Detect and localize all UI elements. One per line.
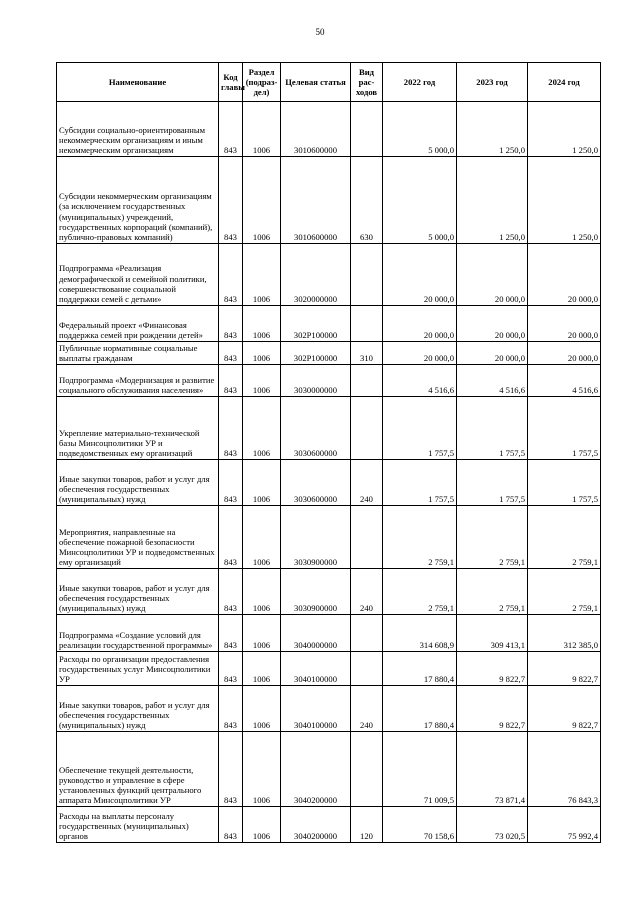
row-tselevaya: 3040100000 — [281, 686, 351, 732]
row-kod: 843 — [219, 244, 243, 306]
row-kod: 843 — [219, 807, 243, 843]
table-row — [57, 686, 601, 732]
row-name: Иные закупки товаров, работ и услуг для обеспечения государственных (муниципальных) нужд — [57, 569, 219, 615]
header-kod: Код главы — [219, 63, 243, 102]
row-kod: 843 — [219, 569, 243, 615]
row-2023: 9 822,7 — [457, 686, 528, 732]
row-razdel: 1006 — [243, 157, 281, 244]
row-tselevaya: 3040100000 — [281, 652, 351, 686]
row-tselevaya: 3040200000 — [281, 807, 351, 843]
row-2023: 1 757,5 — [457, 397, 528, 460]
row-2024: 76 843,3 — [528, 732, 601, 807]
row-razdel: 1006 — [243, 686, 281, 732]
row-name: Расходы по организации предоставления государственных услуг Минсоцполитики УР — [57, 652, 219, 686]
header-vid: Вид расходов — [351, 63, 383, 102]
table-row — [57, 807, 601, 843]
table-row — [57, 102, 601, 157]
row-tselevaya: 302P100000 — [281, 342, 351, 365]
table-row — [57, 652, 601, 686]
header-2023: 2023 год — [457, 63, 528, 102]
row-kod: 843 — [219, 686, 243, 732]
row-2022: 5 000,0 — [383, 102, 457, 157]
table-row — [57, 460, 601, 506]
row-vid: 630 — [351, 157, 383, 244]
row-razdel: 1006 — [243, 244, 281, 306]
row-razdel: 1006 — [243, 569, 281, 615]
row-kod: 843 — [219, 652, 243, 686]
header-tselevaya: Целевая статья — [281, 63, 351, 102]
row-2024: 4 516,6 — [528, 365, 601, 397]
row-name: Подпрограмма «Создание условий для реализации государственной программы» — [57, 615, 219, 652]
row-tselevaya: 3030000000 — [281, 365, 351, 397]
row-name: Иные закупки товаров, работ и услуг для обеспечения государственных (муниципальных) нужд — [57, 686, 219, 732]
row-2024: 1 757,5 — [528, 397, 601, 460]
row-kod: 843 — [219, 342, 243, 365]
budget-table — [56, 62, 601, 843]
row-vid — [351, 306, 383, 342]
table-row — [57, 244, 601, 306]
row-vid: 240 — [351, 460, 383, 506]
row-vid — [351, 244, 383, 306]
row-2022: 71 009,5 — [383, 732, 457, 807]
row-tselevaya: 3010600000 — [281, 157, 351, 244]
header-razdel: Раздел (подраздел) — [243, 63, 281, 102]
row-name: Мероприятия, направленные на обеспечение пожарной безопасности Минсоцполитики УР и подведомственных ему организаций — [57, 506, 219, 569]
row-2022: 5 000,0 — [383, 157, 457, 244]
row-2024: 2 759,1 — [528, 569, 601, 615]
row-2024: 9 822,7 — [528, 686, 601, 732]
row-name: Иные закупки товаров, работ и услуг для обеспечения государственных (муниципальных) нужд — [57, 460, 219, 506]
row-vid — [351, 365, 383, 397]
row-2023: 4 516,6 — [457, 365, 528, 397]
row-kod: 843 — [219, 506, 243, 569]
row-2022: 1 757,5 — [383, 460, 457, 506]
row-2023: 2 759,1 — [457, 506, 528, 569]
row-vid: 240 — [351, 686, 383, 732]
row-name: Подпрограмма «Модернизация и развитие социального обслуживания населения» — [57, 365, 219, 397]
row-2022: 20 000,0 — [383, 342, 457, 365]
table-row — [57, 732, 601, 807]
row-2022: 20 000,0 — [383, 306, 457, 342]
row-name: Субсидии социально-ориентированным некоммерческим организациям и иным некоммерческим организациям — [57, 102, 219, 157]
row-2024: 312 385,0 — [528, 615, 601, 652]
row-2024: 20 000,0 — [528, 244, 601, 306]
row-2023: 73 871,4 — [457, 732, 528, 807]
row-2024: 1 757,5 — [528, 460, 601, 506]
row-name: Субсидии некоммерческим организациям (за исключением государственных (муниципальных) учреждений, государственных корпораций (компаний), публично-правовых компаний) — [57, 157, 219, 244]
row-name: Публичные нормативные социальные выплаты гражданам — [57, 342, 219, 365]
row-2023: 20 000,0 — [457, 306, 528, 342]
table-header-row — [57, 63, 601, 102]
row-name: Подпрограмма «Реализация демографической и семейной политики, совершенствование социальной поддержки семей с детьми» — [57, 244, 219, 306]
row-tselevaya: 3040000000 — [281, 615, 351, 652]
row-name: Укрепление материально-технической базы Минсоцполитики УР и подведомственных ему организаций — [57, 397, 219, 460]
row-tselevaya: 3020000000 — [281, 244, 351, 306]
row-vid: 120 — [351, 807, 383, 843]
row-razdel: 1006 — [243, 365, 281, 397]
row-2022: 4 516,6 — [383, 365, 457, 397]
row-2023: 73 020,5 — [457, 807, 528, 843]
row-2022: 314 608,9 — [383, 615, 457, 652]
table-row — [57, 365, 601, 397]
row-vid — [351, 506, 383, 569]
row-kod: 843 — [219, 732, 243, 807]
row-name: Расходы на выплаты персоналу государственных (муниципальных) органов — [57, 807, 219, 843]
row-2022: 1 757,5 — [383, 397, 457, 460]
table-row — [57, 506, 601, 569]
row-2024: 9 822,7 — [528, 652, 601, 686]
header-name: Наименование — [57, 63, 219, 102]
row-vid: 310 — [351, 342, 383, 365]
row-kod: 843 — [219, 615, 243, 652]
row-tselevaya: 3030900000 — [281, 506, 351, 569]
table-row — [57, 397, 601, 460]
row-2022: 2 759,1 — [383, 569, 457, 615]
row-razdel: 1006 — [243, 342, 281, 365]
row-2023: 20 000,0 — [457, 342, 528, 365]
row-2023: 309 413,1 — [457, 615, 528, 652]
row-vid: 240 — [351, 569, 383, 615]
row-kod: 843 — [219, 306, 243, 342]
row-2024: 2 759,1 — [528, 506, 601, 569]
row-2024: 1 250,0 — [528, 157, 601, 244]
row-vid — [351, 652, 383, 686]
row-2024: 75 992,4 — [528, 807, 601, 843]
row-vid — [351, 732, 383, 807]
row-razdel: 1006 — [243, 397, 281, 460]
row-2022: 70 158,6 — [383, 807, 457, 843]
row-tselevaya: 3030900000 — [281, 569, 351, 615]
row-kod: 843 — [219, 102, 243, 157]
header-2024: 2024 год — [528, 63, 601, 102]
row-tselevaya: 302P100000 — [281, 306, 351, 342]
row-tselevaya: 3030600000 — [281, 397, 351, 460]
table-row — [57, 306, 601, 342]
row-tselevaya: 3040200000 — [281, 732, 351, 807]
table-row — [57, 342, 601, 365]
row-tselevaya: 3010600000 — [281, 102, 351, 157]
row-name: Федеральный проект «Финансовая поддержка семей при рождении детей» — [57, 306, 219, 342]
row-2023: 1 250,0 — [457, 157, 528, 244]
row-razdel: 1006 — [243, 615, 281, 652]
row-razdel: 1006 — [243, 732, 281, 807]
row-razdel: 1006 — [243, 102, 281, 157]
row-vid — [351, 102, 383, 157]
row-kod: 843 — [219, 157, 243, 244]
row-2023: 20 000,0 — [457, 244, 528, 306]
table-row — [57, 157, 601, 244]
table-row — [57, 615, 601, 652]
table-body — [57, 102, 601, 843]
row-2022: 20 000,0 — [383, 244, 457, 306]
row-2023: 2 759,1 — [457, 569, 528, 615]
row-razdel: 1006 — [243, 807, 281, 843]
header-2022: 2022 год — [383, 63, 457, 102]
page-number: 50 — [315, 27, 325, 37]
row-2022: 2 759,1 — [383, 506, 457, 569]
row-2022: 17 880,4 — [383, 652, 457, 686]
row-razdel: 1006 — [243, 460, 281, 506]
table-row — [57, 569, 601, 615]
row-kod: 843 — [219, 460, 243, 506]
row-razdel: 1006 — [243, 506, 281, 569]
row-razdel: 1006 — [243, 306, 281, 342]
row-2024: 1 250,0 — [528, 102, 601, 157]
row-vid — [351, 615, 383, 652]
row-2023: 1 250,0 — [457, 102, 528, 157]
row-razdel: 1006 — [243, 652, 281, 686]
row-2024: 20 000,0 — [528, 306, 601, 342]
row-2022: 17 880,4 — [383, 686, 457, 732]
row-kod: 843 — [219, 397, 243, 460]
row-2023: 9 822,7 — [457, 652, 528, 686]
row-2024: 20 000,0 — [528, 342, 601, 365]
row-vid — [351, 397, 383, 460]
row-2023: 1 757,5 — [457, 460, 528, 506]
row-name: Обеспечение текущей деятельности, руководство и управление в сфере установленных функций центрального аппарата Минсоцполитики УР — [57, 732, 219, 807]
row-kod: 843 — [219, 365, 243, 397]
row-tselevaya: 3030600000 — [281, 460, 351, 506]
